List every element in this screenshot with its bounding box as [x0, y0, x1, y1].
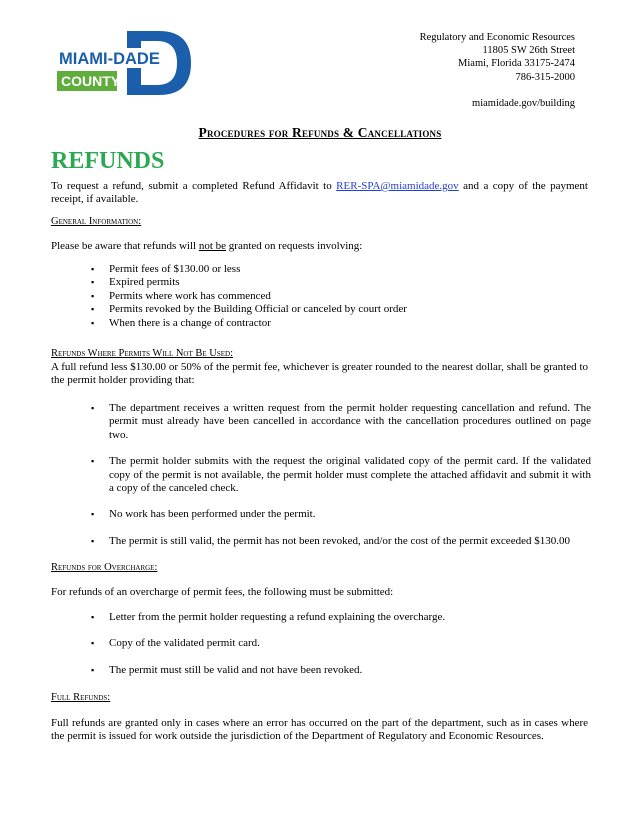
full-refunds-heading: Full Refunds: — [51, 692, 111, 703]
page-title: Procedures for Refunds & Cancellations — [198, 125, 442, 140]
list-item: ▪ No work has been performed under the permit. — [91, 508, 591, 521]
list-item: ▪ The permit holder submits with the request the original validated copy of the permit card. If the validated copy of the permit is not available, the permit holder must complete the attached affidavit and submit it with a copy of the canceled check. — [91, 455, 591, 495]
general-list — [91, 263, 591, 330]
list-item: ▪ The department receives a written request from the permit holder requesting cancellation and refund. The permit must already have been cancelled in accordance with the cancellation procedures outlined on page two. — [91, 402, 591, 442]
list-item: ▪ Letter from the permit holder requesting a refund explaining the overcharge. — [91, 611, 591, 624]
general-lead-emphasis: not be — [198, 240, 227, 252]
not-used-list — [91, 402, 591, 548]
list-item: ▪ Expired permits — [91, 276, 591, 289]
logo-line1: MIAMI-DADE — [59, 50, 160, 68]
refunds-heading: REFUNDS — [51, 148, 165, 174]
list-item: ▪ When there is a change of contractor — [91, 317, 591, 330]
list-item: ▪ Permits revoked by the Building Official or canceled by court order — [91, 303, 591, 316]
list-item: ▪ The permit must still be valid and not have been revoked. — [91, 664, 591, 677]
overcharge-paragraph: For refunds of an overcharge of permit fees, the following must be submitted: — [51, 586, 394, 598]
address-line: Regulatory and Economic Resources — [419, 32, 575, 43]
logo-line2: COUNTY — [61, 73, 121, 89]
miami-dade-county-logo — [57, 31, 192, 95]
address-line: 786-315-2000 — [515, 71, 575, 83]
general-information-heading: General Information: — [51, 216, 142, 227]
list-item: ▪ Copy of the validated permit card. — [91, 637, 591, 650]
address-block — [420, 31, 575, 110]
general-lead-text: Please be aware that refunds will — [51, 240, 199, 252]
list-item: ▪ Permit fees of $130.00 or less — [91, 263, 591, 276]
email-link[interactable]: RER-SPA@miamidade.gov — [336, 180, 459, 192]
overcharge-list — [91, 611, 591, 677]
general-lead-text-end: granted on requests involving: — [226, 240, 363, 252]
overcharge-heading: Refunds for Overcharge: — [51, 562, 158, 573]
list-item: ▪ The permit is still valid, the permit has not been revoked, and/or the cost of the permit exceeded $130.00 — [91, 535, 591, 548]
logo-graphic — [57, 31, 192, 95]
not-used-heading: Refunds Where Permits Will Not Be Used: — [51, 348, 234, 359]
intro-paragraph — [51, 180, 588, 207]
intro-before: To request a refund, submit a completed Refund Affidavit to — [51, 180, 337, 192]
full-refunds-paragraph: Full refunds are granted only in cases where an error has occurred on the part of the department, such as in cases where the permit is issued for work outside the jurisdiction of the Department of Regulatory and Economic Resources. — [51, 717, 588, 743]
not-used-paragraph: A full refund less $130.00 or 50% of the permit fee, whichever is greater rounded to the nearest dollar, shall be granted to the permit holder providing that: — [51, 361, 588, 387]
website-text: miamidade.gov/building — [472, 97, 575, 109]
intro-after: and a copy of the payment receipt, if available. — [51, 180, 588, 206]
general-lead — [51, 240, 588, 253]
list-item: ▪ Permits where work has commenced — [91, 290, 591, 303]
address-line: 11805 SW 26th Street — [482, 45, 575, 57]
address-line: Miami, Florida 33175-2474 — [458, 58, 575, 70]
